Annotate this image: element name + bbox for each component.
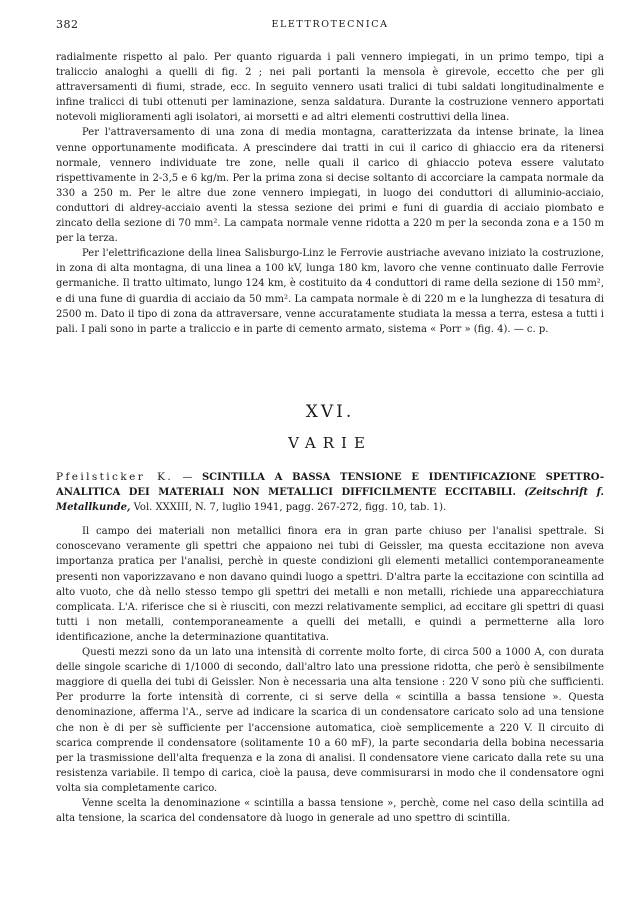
- article-paragraph-1: Il campo dei materiali non metallici finora era in gran parte chiuso per l'analisi spettrale. Si conoscevano veramente gli spettri che appaiono nei tubi di Geissler, ma questa eccitazione non aveva importanza pratica per l'analisi, perchè in queste condizioni gli elementi metallici contemporaneamente presenti non vaporizzavano e non davano quindi luogo a spettri. D'altra parte la eccitazione con scintilla ad alto vuoto, che dà nello stesso tempo gli spettri dei metalli e non metalli, richiede una apparecchiatura complicata. L'A. riferisce che si è riusciti, con mezzi relativamente semplici, ad eccitare gli spettri di quasi tutti i non metalli, contemporaneamente a quelli dei metalli, e quindi a permetterne alla loro identificazione, anche la determinazione quantitativa.: [56, 526, 604, 643]
- article-paragraph-3: Venne scelta la denominazione « scintilla a bassa tensione », perchè, come nel caso della scintilla ad alta tensione, la scarica del condensatore dà luogo in generale ad uno spettro di scintilla.: [56, 797, 604, 825]
- paragraph-pali: radialmente rispetto al palo. Per quanto riguarda i pali vennero impiegati, in un primo tempo, tipi a traliccio analoghi a quelli di fig. 2 ; nei pali portanti la mensola è girevole, eccetto che per gli attraversamenti di fiumi, strade, ecc. In seguito vennero usati tralici di tubi saldati longitudinalmente e infine tralicci di tubi ottenuti per laminazione, senza saldatura. Durante la costruzione vennero apportati notevoli miglioramenti agli isolatori, ai morsetti e ad altri elementi costruttivi della linea.: [56, 52, 604, 124]
- section-title: VARIE: [288, 434, 372, 452]
- article-heading: [56, 470, 604, 515]
- paragraph-salisburgo-linz: Per l'elettrificazione della linea Salisburgo-Linz le Ferrovie austriache avevano iniziato la costruzione, in zona di alta montagna, di una linea a 100 kV, lunga 180 km, lavoro che venne continuato dalle Ferrovie germaniche. Il tratto ultimato, lungo 124 km, è costituito da 4 conduttori di rame della sezione di 150 mm², e di una fune di guardia di acciaio da 50 mm². La campata normale è di 220 m e la lunghezza di tesatura di 2500 m. Dato il tipo di zona da attraversare, venne accuratamente studiata la messa a terra, estesa a tutti i pali. I pali sono in parte a traliccio e in parte di cemento armato, sistema « Porr » (fig. 4). — c. p.: [56, 248, 604, 335]
- section-number: XVI.: [305, 402, 355, 422]
- article-author: Pfeilsticker K.: [56, 471, 174, 483]
- citation-journal: (Zeitschrift f. Metallkunde,: [56, 487, 604, 514]
- running-head: [56, 18, 604, 34]
- page-number: 382: [56, 18, 79, 31]
- heading-dash: —: [173, 472, 202, 483]
- citation-details: Vol. XXXIII, N. 7, luglio 1941, pagg. 267-272, figg. 10, tab. 1).: [130, 502, 447, 514]
- upper-text-block: [56, 50, 604, 337]
- article-paragraph-2: Questi mezzi sono da un lato una intensità di corrente molto forte, di circa 500 a 1000 A, con durata delle singole scariche di 1/1000 di secondo, dall'altro lato una pressione ridotta, che però è sensibilmente maggiore di quella dei tubi di Geissler. Non è necessaria una alta tensione : 220 V sono più che sufficienti. Per produrre la forte intensità di corrente, ci si serve della « scintilla a bassa tensione ». Questa denominazione, afferma l'A., serve ad indicare la scarica di un condensatore caricato solo ad una tensione che non è di per sè sufficiente per l'accensione automatica, cioè semplicemente a 220 V. Il circuito di scarica comprende il condensatore (solitamente 10 a 60 mF), la parte secondaria della bobina necessaria per la trasmissione dell'alta frequenza e la zona di analisi. Il condensatore viene caricato dalla rete su una resistenza variabile. Il tempo di carica, cioè la pausa, deve commisurarsi in modo che il condensatore ogni volta sia completamente carico.: [56, 647, 604, 794]
- heading-gap: [56, 515, 604, 524]
- article-block: [56, 470, 604, 826]
- article-title: SCINTILLA A BASSA TENSIONE E IDENTIFICAZIONE SPETTRO-ANALITICA DEI MATERIALI NON METALLICI DIFFICILMENTE ECCITABILI.: [56, 472, 605, 499]
- journal-name: ELETTROTECNICA: [271, 19, 389, 30]
- paragraph-montagna: Per l'attraversamento di una zona di media montagna, caratterizzata da intense brinate, la linea venne opportunamente modificata. A prescindere dai tratti in cui il carico di ghiaccio era da ritenersi normale, vennero individuate tre zone, nelle quali il carico di ghiaccio poteva essere valutato rispettivamente in 2-3,5 e 6 kg/m. Per la prima zona si decise soltanto di accorciare la campata normale da 330 a 250 m. Per le altre due zone vennero impiegati, in luogo dei conduttori di alluminio-acciaio, conduttori di aldrey-acciaio aventi la stessa sezione dei primi e funi di guardia di acciaio piombato e zincato della sezione di 70 mm². La campata normale venne ridotta a 220 m per la seconda zona e a 150 m per la terza.: [56, 127, 604, 245]
